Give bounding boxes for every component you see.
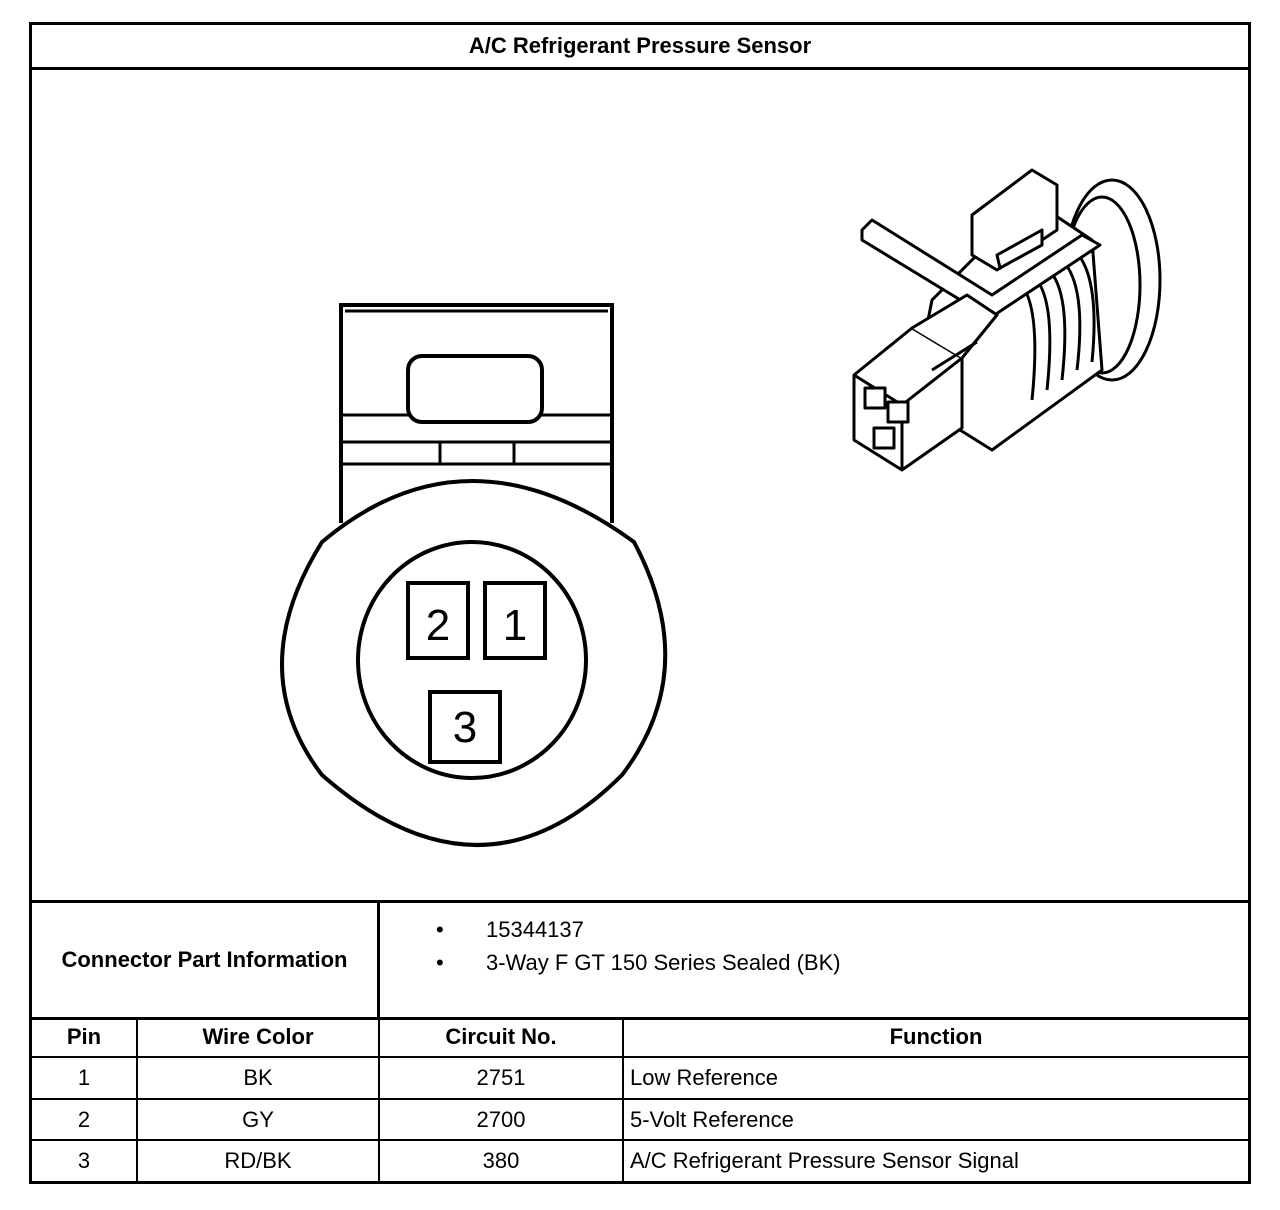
function-cell: A/C Refrigerant Pressure Sensor Signal [623, 1140, 1248, 1181]
table-row [32, 1099, 1248, 1141]
pin-table-header-row [32, 1017, 1248, 1057]
wire-color-cell: GY [137, 1099, 379, 1141]
table-row [32, 1057, 1248, 1099]
header-pin: Pin [32, 1017, 137, 1057]
function-cell: 5-Volt Reference [623, 1099, 1248, 1141]
pin-cell: 2 [32, 1099, 137, 1141]
connector-drawings [32, 70, 1248, 903]
part-info-item [380, 913, 841, 946]
part-description: 3-Way F GT 150 Series Sealed (BK) [486, 950, 841, 975]
cavity-3-label: 3 [452, 703, 478, 752]
part-info-list [380, 913, 841, 979]
circuit-cell: 2700 [379, 1099, 623, 1141]
circuit-cell: 380 [379, 1140, 623, 1181]
header-wire-color: Wire Color [137, 1017, 379, 1057]
connector-end-view [282, 305, 665, 845]
part-info-label: Connector Part Information [32, 903, 380, 1017]
connector-part-information [32, 900, 1248, 1020]
circuit-cell: 2751 [379, 1057, 623, 1099]
bullet-icon: • [436, 950, 444, 975]
cavity-2-label: 2 [425, 601, 451, 650]
header-circuit-no: Circuit No. [379, 1017, 623, 1057]
bullet-icon: • [436, 917, 444, 942]
connector-isometric-view [854, 170, 1160, 470]
part-number: 15344137 [486, 917, 584, 942]
function-cell: Low Reference [623, 1057, 1248, 1099]
connector-sheet [29, 22, 1251, 1184]
header-function: Function [623, 1017, 1248, 1057]
pin-table [32, 1017, 1248, 1181]
wire-color-cell: RD/BK [137, 1140, 379, 1181]
cavity-1-label: 1 [502, 601, 528, 650]
connector-drawing-area [32, 70, 1248, 903]
pin-cell: 3 [32, 1140, 137, 1181]
wire-color-cell: BK [137, 1057, 379, 1099]
part-info-item [380, 946, 841, 979]
table-row [32, 1140, 1248, 1181]
pin-cell: 1 [32, 1057, 137, 1099]
sheet-title: A/C Refrigerant Pressure Sensor [32, 25, 1248, 70]
